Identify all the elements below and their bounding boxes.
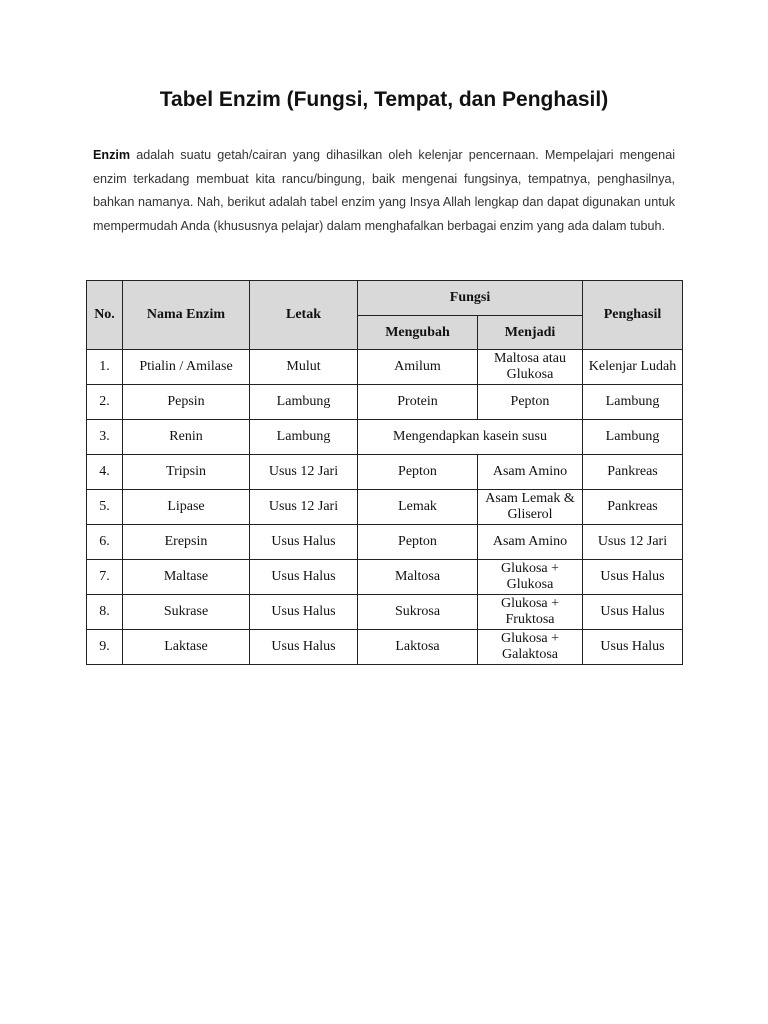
cell-no: 7.: [87, 560, 123, 595]
table-row: [87, 490, 683, 525]
cell-no: 6.: [87, 525, 123, 560]
cell-penghasil: Usus Halus: [583, 595, 683, 630]
cell-letak: Usus 12 Jari: [250, 455, 358, 490]
cell-menjadi: Pepton: [478, 385, 583, 420]
cell-penghasil: Lambung: [583, 420, 683, 455]
intro-term: Enzim: [93, 148, 131, 162]
cell-letak: Usus Halus: [250, 595, 358, 630]
enzyme-table: [86, 280, 683, 665]
cell-no: 8.: [87, 595, 123, 630]
cell-letak: Lambung: [250, 385, 358, 420]
cell-fungsi: Mengendapkan kasein susu: [358, 420, 583, 455]
intro-paragraph: [93, 144, 675, 238]
enzyme-table-body: [87, 350, 683, 665]
cell-nama-enzim: Erepsin: [123, 525, 250, 560]
table-row: [87, 525, 683, 560]
table-row: [87, 630, 683, 665]
cell-penghasil: Pankreas: [583, 490, 683, 525]
cell-mengubah: Maltosa: [358, 560, 478, 595]
cell-nama-enzim: Laktase: [123, 630, 250, 665]
cell-nama-enzim: Tripsin: [123, 455, 250, 490]
cell-menjadi: Asam Amino: [478, 455, 583, 490]
header-fungsi: Fungsi: [358, 281, 583, 316]
header-no: No.: [87, 281, 123, 350]
table-row: [87, 385, 683, 420]
page-title: Tabel Enzim (Fungsi, Tempat, dan Penghasil): [159, 88, 609, 111]
cell-penghasil: Lambung: [583, 385, 683, 420]
cell-mengubah: Lemak: [358, 490, 478, 525]
header-mengubah: Mengubah: [358, 316, 478, 350]
cell-penghasil: Usus Halus: [583, 630, 683, 665]
enzyme-table-header: [87, 281, 683, 350]
cell-nama-enzim: Lipase: [123, 490, 250, 525]
cell-no: 5.: [87, 490, 123, 525]
cell-no: 4.: [87, 455, 123, 490]
cell-mengubah: Pepton: [358, 525, 478, 560]
cell-penghasil: Kelenjar Ludah: [583, 350, 683, 385]
cell-nama-enzim: Pepsin: [123, 385, 250, 420]
cell-letak: Mulut: [250, 350, 358, 385]
cell-menjadi: Maltosa atau Glukosa: [478, 350, 583, 385]
cell-nama-enzim: Sukrase: [123, 595, 250, 630]
cell-no: 1.: [87, 350, 123, 385]
cell-menjadi: Glukosa + Fruktosa: [478, 595, 583, 630]
cell-mengubah: Protein: [358, 385, 478, 420]
cell-mengubah: Sukrosa: [358, 595, 478, 630]
cell-penghasil: Usus Halus: [583, 560, 683, 595]
cell-penghasil: Usus 12 Jari: [583, 525, 683, 560]
table-row: [87, 455, 683, 490]
cell-mengubah: Laktosa: [358, 630, 478, 665]
cell-menjadi: Glukosa + Glukosa: [478, 560, 583, 595]
cell-nama-enzim: Renin: [123, 420, 250, 455]
header-nama-enzim: Nama Enzim: [123, 281, 250, 350]
table-row: [87, 595, 683, 630]
header-row-1: [87, 281, 683, 316]
cell-mengubah: Pepton: [358, 455, 478, 490]
cell-letak: Lambung: [250, 420, 358, 455]
cell-penghasil: Pankreas: [583, 455, 683, 490]
cell-mengubah: Amilum: [358, 350, 478, 385]
table-row: [87, 420, 683, 455]
cell-menjadi: Glukosa + Galaktosa: [478, 630, 583, 665]
cell-letak: Usus 12 Jari: [250, 490, 358, 525]
cell-letak: Usus Halus: [250, 630, 358, 665]
cell-no: 2.: [87, 385, 123, 420]
header-letak: Letak: [250, 281, 358, 350]
cell-menjadi: Asam Amino: [478, 525, 583, 560]
cell-nama-enzim: Maltase: [123, 560, 250, 595]
cell-no: 9.: [87, 630, 123, 665]
cell-nama-enzim: Ptialin / Amilase: [123, 350, 250, 385]
cell-letak: Usus Halus: [250, 560, 358, 595]
table-row: [87, 560, 683, 595]
cell-no: 3.: [87, 420, 123, 455]
table-row: [87, 350, 683, 385]
intro-text: adalah suatu getah/cairan yang dihasilkan oleh kelenjar pencernaan. Mempelajari mengenai enzim terkadang membuat kita rancu/bingung, baik mengenai fungsinya, tempatnya, penghasilnya, bahkan namanya. Nah, berikut adalah tabel enzim yang Insya Allah lengkap dan dapat digunakan untuk mempermudah Anda (khususnya pelajar) dalam menghafalkan berbagai enzim yang ada dalam tubuh.: [93, 148, 675, 233]
cell-letak: Usus Halus: [250, 525, 358, 560]
cell-menjadi: Asam Lemak & Gliserol: [478, 490, 583, 525]
header-penghasil: Penghasil: [583, 281, 683, 350]
header-menjadi: Menjadi: [478, 316, 583, 350]
